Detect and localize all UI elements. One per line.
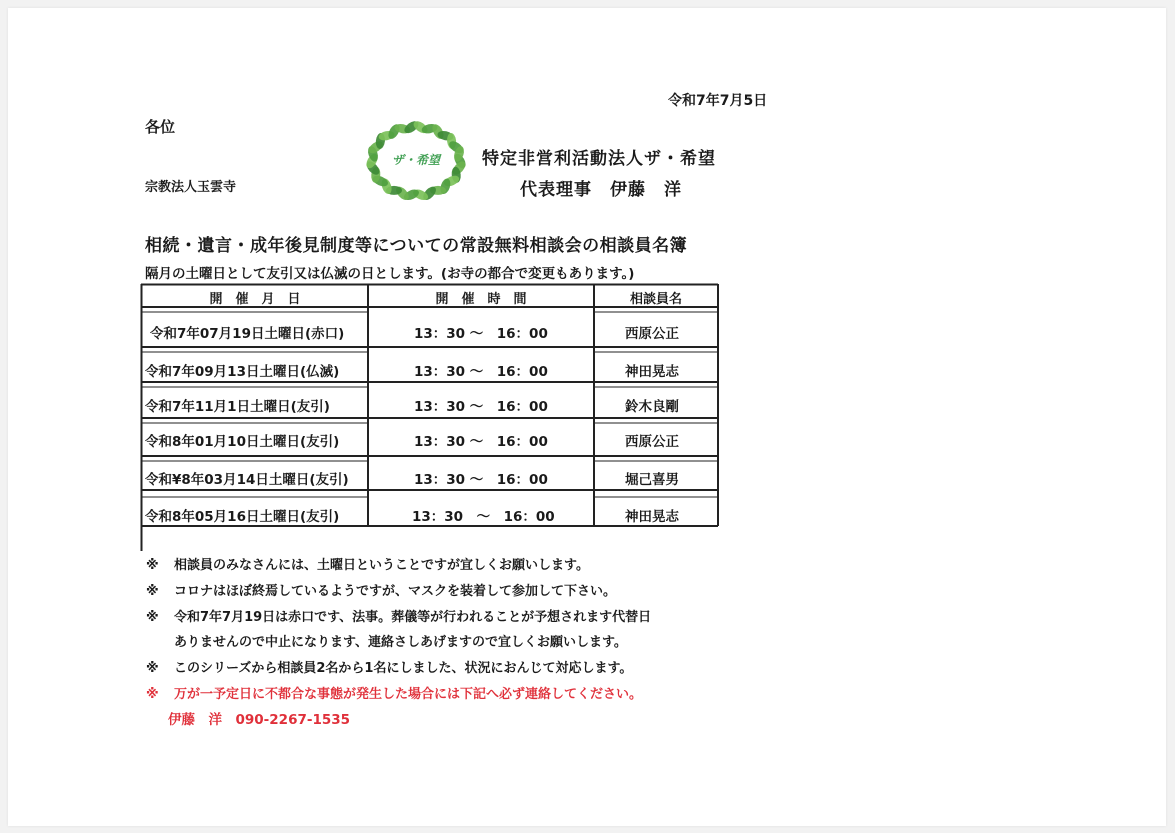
row-4-date: 令和8年01月10日土曜日(友引)	[145, 434, 340, 450]
note-text: 相談員のみなさんには、土曜日ということですが宜しくお願いします。	[174, 558, 589, 573]
row-6-consultant: 神田晃志	[625, 509, 679, 525]
row-3-date: 令和7年11月1日土曜日(友引)	[145, 399, 330, 415]
representative-name: 代表理事 伊藤 洋	[520, 180, 682, 200]
note-text: このシリーズから相談員2名から1名にしました、状況におんじて対応します。	[174, 661, 633, 676]
note-mark: ※	[146, 687, 159, 702]
leaf-wreath-logo	[362, 120, 470, 202]
row-3-time: 13：30 ～ 16：00	[414, 399, 548, 415]
row-4-consultant: 西原公正	[625, 434, 679, 450]
row-6-date: 令和8年05月16日土曜日(友引)	[145, 509, 340, 525]
row-2-time: 13：30 ～ 16：00	[414, 364, 548, 380]
note-mark: ※	[146, 610, 159, 625]
note-text: コロナはほぼ終焉しているようですが、マスクを装着して参加して下さい。	[174, 584, 617, 599]
note-4	[146, 657, 632, 676]
row-1-time: 13：30 ～ 16：00	[414, 326, 548, 342]
contact-info: 伊藤 洋 090-2267-1535	[168, 712, 351, 728]
note-2	[146, 580, 616, 599]
document-subtitle: 隔月の土曜日として友引又は仏滅の日とします。(お寺の都合で変更もあります。)	[145, 266, 635, 282]
row-5-time: 13：30 ～ 16：00	[414, 472, 548, 488]
header-consultant: 相談員名	[629, 292, 682, 307]
document-title: 相続・遺言・成年後見制度等についての常設無料相談会の相談員名簿	[145, 236, 688, 256]
temple-name: 宗教法人玉雲寺	[145, 180, 237, 195]
row-2-date: 令和7年09月13日土曜日(仏滅)	[145, 364, 340, 380]
note-mark: ※	[146, 661, 159, 676]
row-2-consultant: 神田晃志	[625, 364, 679, 380]
note-mark: ※	[146, 584, 159, 599]
note-3	[146, 606, 651, 625]
note-text: 令和7年7月19日は赤口です、法事。葬儀等が行われることが予想されます代替日	[174, 610, 652, 625]
row-4-time: 13：30 ～ 16：00	[414, 434, 548, 450]
row-1-date: 令和7年07月19日土曜日(赤口)	[150, 326, 345, 342]
schedule-table	[140, 283, 720, 551]
row-5-date: 令和¥8年03月14日土曜日(友引)	[145, 472, 349, 488]
header-time: 開 催 時 間	[435, 292, 527, 307]
row-1-consultant: 西原公正	[625, 326, 679, 342]
logo-text: ザ・希望	[391, 153, 440, 167]
document-date: 令和7年7月5日	[668, 93, 768, 109]
row-3-consultant: 鈴木良剛	[625, 399, 679, 415]
note-1	[146, 554, 589, 573]
row-5-consultant: 堀己喜男	[625, 472, 679, 488]
organization-name: 特定非営利活動法人ザ・希望	[482, 149, 716, 169]
note-mark: ※	[146, 558, 159, 573]
note-text: 万が一予定日に不都合な事態が発生した場合には下記へ必ず連絡してください。	[174, 687, 643, 702]
note-text: ありませんので中止になります、連絡さしあげますので宜しくお願いします。	[174, 635, 627, 650]
addressee: 各位	[145, 118, 176, 136]
header-date: 開 催 月 日	[209, 292, 301, 307]
note-3-continued	[146, 631, 627, 650]
row-6-time: 13：30 ～ 16：00	[412, 509, 555, 525]
note-5-warning	[146, 683, 642, 702]
